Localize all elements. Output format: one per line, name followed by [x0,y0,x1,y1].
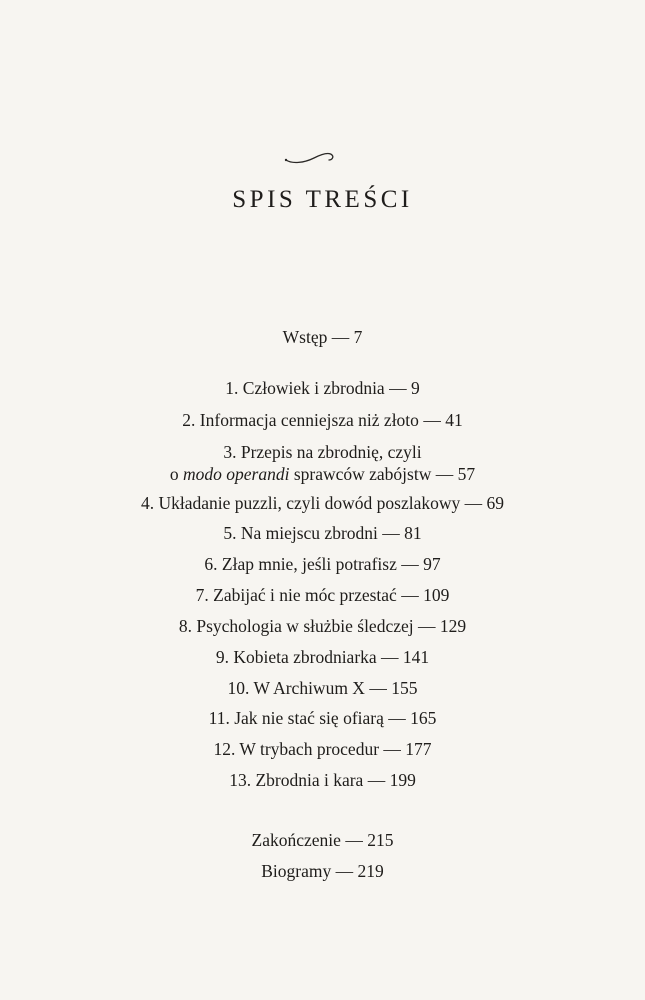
toc-page-number: 129 [439,616,467,636]
toc-separator: — [384,378,411,398]
toc-entry-label: 3. Przepis na zbrodnię, czyli [223,442,422,462]
toc-page-number: 215 [367,830,394,850]
toc-separator: — [379,739,406,759]
toc-entry-chapter-9 [0,646,645,668]
toc-entry-chapter-8 [0,615,645,637]
toc-entry-label: 13. Zbrodnia i kara [229,770,364,790]
toc-separator: — [460,493,487,513]
toc-page-number: 177 [405,739,432,759]
toc-separator: — [413,616,440,636]
toc-entry-chapter-4 [0,492,645,514]
toc-entry-label: 8. Psychologia w służbie śledczej [178,616,414,636]
toc-separator: — [377,523,405,543]
toc-entry-chapter-1 [0,377,645,399]
toc-separator: — [418,410,446,430]
toc-entry-chapter-5 [0,522,645,544]
toc-entry-chapter-6 [0,553,645,575]
toc-page-number: 41 [445,410,463,430]
toc-entry-label: 5. Na miejscu zbrodni [223,523,378,543]
toc-entry-biographies [0,860,645,882]
toc-page-number: 69 [486,493,505,513]
page-title: SPIS TREŚCI [232,186,413,213]
toc-entry-label-suffix: sprawców zabójstw [289,464,432,484]
toc-entry-label: Wstęp [282,327,328,347]
toc-separator: — [331,861,358,881]
toc-entry-intro [0,326,645,348]
toc-entry-label: 4. Układanie puzzli, czyli dowód poszlakowy [140,493,461,513]
toc-separator: — [383,708,411,728]
toc-entry-chapter-10 [0,677,645,699]
toc-separator: — [431,464,458,484]
toc-page-number: 97 [423,554,441,574]
toc-entry-chapter-11 [0,707,645,729]
toc-page-number: 57 [457,464,476,484]
toc-entry-chapter-2 [0,409,645,431]
toc-page-number: 7 [353,327,363,347]
toc-entry-label: 11. Jak nie stać się ofiarą [208,708,384,728]
toc-entry-chapter-7 [0,584,645,606]
toc-page-number: 109 [423,585,450,605]
toc-entry-label-prefix: o [169,464,183,484]
toc-entry-conclusion [0,829,645,851]
toc-entry-label: Zakończenie [251,830,341,850]
toc-entry-chapter-3-line-1 [0,441,645,463]
toc-page-number: 165 [410,708,437,728]
toc-separator: — [376,647,403,667]
toc-entry-chapter-3-line-2 [0,463,645,485]
toc-entry-label-italic: modo operandi [183,464,290,484]
toc-entry-label: Biogramy [261,861,332,881]
toc-page-number: 219 [357,861,384,881]
toc-separator: — [340,830,368,850]
toc-entry-label: 7. Zabijać i nie móc przestać [195,585,397,605]
toc-entry-label: 12. W trybach procedur [213,739,380,759]
toc-entry-chapter-13 [0,769,645,791]
toc-page-number: 199 [389,770,416,790]
toc-separator: — [363,770,390,790]
toc-page-number: 155 [391,678,418,698]
toc-entry-label: 6. Złap mnie, jeśli potrafisz [204,554,397,574]
toc-entry-label: 9. Kobieta zbrodniarka [215,647,377,667]
toc-entry-label: 2. Informacja cenniejsza niż złoto [182,410,419,430]
toc-page-number: 9 [410,378,420,398]
toc-entry-label: 1. Człowiek i zbrodnia [225,378,385,398]
toc-separator: — [327,327,354,347]
toc-separator: — [364,678,392,698]
toc-entry-label: 10. W Archiwum X [227,678,365,698]
swash-ornament-icon [282,146,338,168]
toc-entry-chapter-12 [0,738,645,760]
toc-separator: — [396,554,424,574]
toc-separator: — [396,585,424,605]
toc-page-number: 81 [404,523,422,543]
toc-page-number: 141 [402,647,430,667]
